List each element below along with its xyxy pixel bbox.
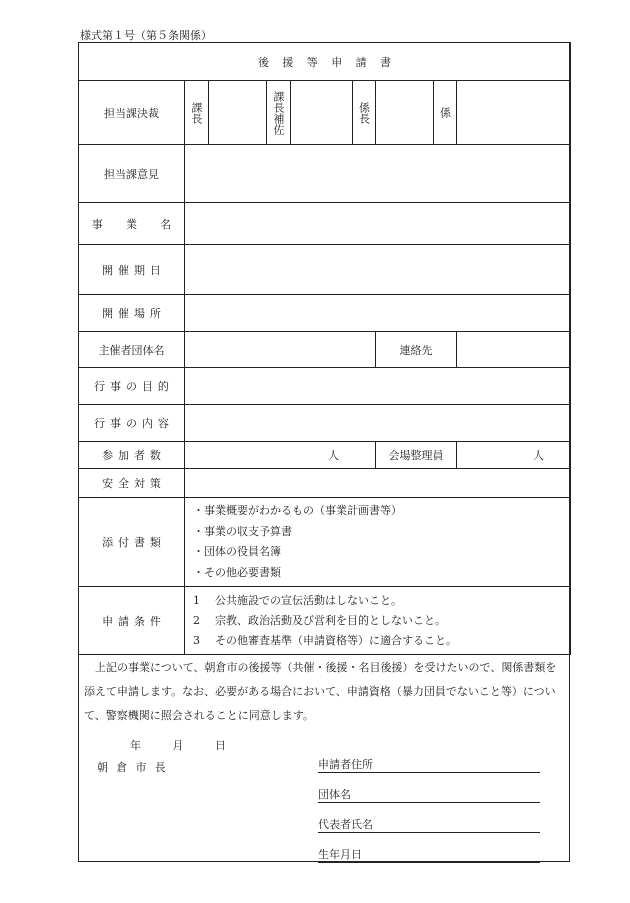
date-day-label: 日	[215, 739, 226, 752]
content-field[interactable]	[185, 405, 571, 442]
approval-box-assistant-chief[interactable]	[291, 81, 353, 145]
period-field[interactable]	[185, 245, 571, 295]
attachments-list	[185, 498, 571, 587]
date-year-label: 年	[130, 739, 141, 752]
venue-field[interactable]	[185, 295, 571, 332]
attachments-label: 添付書類	[79, 498, 185, 587]
opinion-field[interactable]	[185, 145, 571, 203]
approval-box-staff[interactable]	[457, 81, 571, 145]
application-table	[78, 42, 571, 655]
role-unit-chief: 係長	[357, 101, 371, 124]
addressee: 朝倉市長	[97, 761, 174, 774]
organizer-field[interactable]	[185, 332, 376, 368]
conditions-label: 申請条件	[79, 587, 185, 655]
attachment-item: ・その他必要書類	[193, 565, 281, 579]
applicant-address-field[interactable]	[318, 757, 540, 773]
form-number-label: 様式第１号（第５条関係）	[80, 29, 212, 42]
period-label: 開催期日	[79, 245, 185, 295]
safety-label: 安全対策	[79, 469, 185, 498]
participants-label: 参加者数	[79, 442, 185, 469]
event-name-field[interactable]	[185, 203, 571, 245]
applicant-address-label: 申請者住所	[318, 758, 373, 771]
event-name-label: 事 業 名	[79, 203, 185, 245]
organization-name-field[interactable]	[318, 787, 540, 803]
contact-label: 連絡先	[376, 332, 457, 368]
attachment-item: ・団体の役員名簿	[193, 545, 281, 558]
approval-box-section-chief[interactable]	[209, 81, 267, 145]
safety-field[interactable]	[185, 469, 571, 498]
approval-label: 担当課決裁	[79, 81, 185, 145]
representative-name-field[interactable]	[318, 817, 540, 833]
attachment-item: ・事業の収支予算書	[193, 524, 292, 538]
representative-name-label: 代表者氏名	[318, 818, 373, 831]
declaration-text: 上記の事業について、朝倉市の後援等（共催・後援・名目後援）を受けたいので、関係書類を添えて申請します。なお、必要がある場合において、申請資格（暴力団員でないこと等）について、警察機関に照会されることに同意します。	[84, 661, 557, 722]
attachment-item: ・事業概要がわかるもの（事業計画書等）	[193, 504, 402, 517]
role-staff: 係	[438, 107, 452, 118]
staff-label: 会場整理員	[376, 442, 457, 469]
purpose-field[interactable]	[185, 368, 571, 405]
role-assistant-chief: 課長補佐	[272, 90, 285, 135]
venue-label: 開催場所	[79, 295, 185, 332]
condition-item: 1 公共施設での宣伝活動はしないこと。	[193, 593, 402, 607]
contact-field[interactable]	[457, 332, 571, 368]
staff-field[interactable]	[457, 442, 571, 469]
organizer-label: 主催者団体名	[79, 332, 185, 368]
role-section-chief: 課長	[190, 101, 203, 124]
form-title: 後 援 等 申 請 書	[79, 43, 571, 81]
application-date[interactable]	[130, 737, 254, 753]
approval-box-unit-chief[interactable]	[376, 81, 434, 145]
condition-item: 3 その他審査基準（申請資格等）に適合すること。	[193, 633, 457, 647]
participants-unit: 人	[328, 449, 339, 462]
birth-date-field[interactable]	[318, 847, 540, 863]
organization-name-label: 団体名	[318, 788, 351, 801]
purpose-label: 行事の目的	[79, 368, 185, 405]
content-label: 行事の内容	[79, 405, 185, 442]
conditions-list	[185, 587, 571, 655]
participants-field[interactable]	[185, 442, 376, 469]
staff-unit: 人	[533, 449, 545, 462]
condition-item: 2 宗教、政治活動及び営利を目的としないこと。	[193, 613, 446, 627]
opinion-label: 担当課意見	[79, 145, 185, 203]
birth-date-label: 生年月日	[318, 848, 362, 861]
date-month-label: 月	[172, 739, 184, 752]
